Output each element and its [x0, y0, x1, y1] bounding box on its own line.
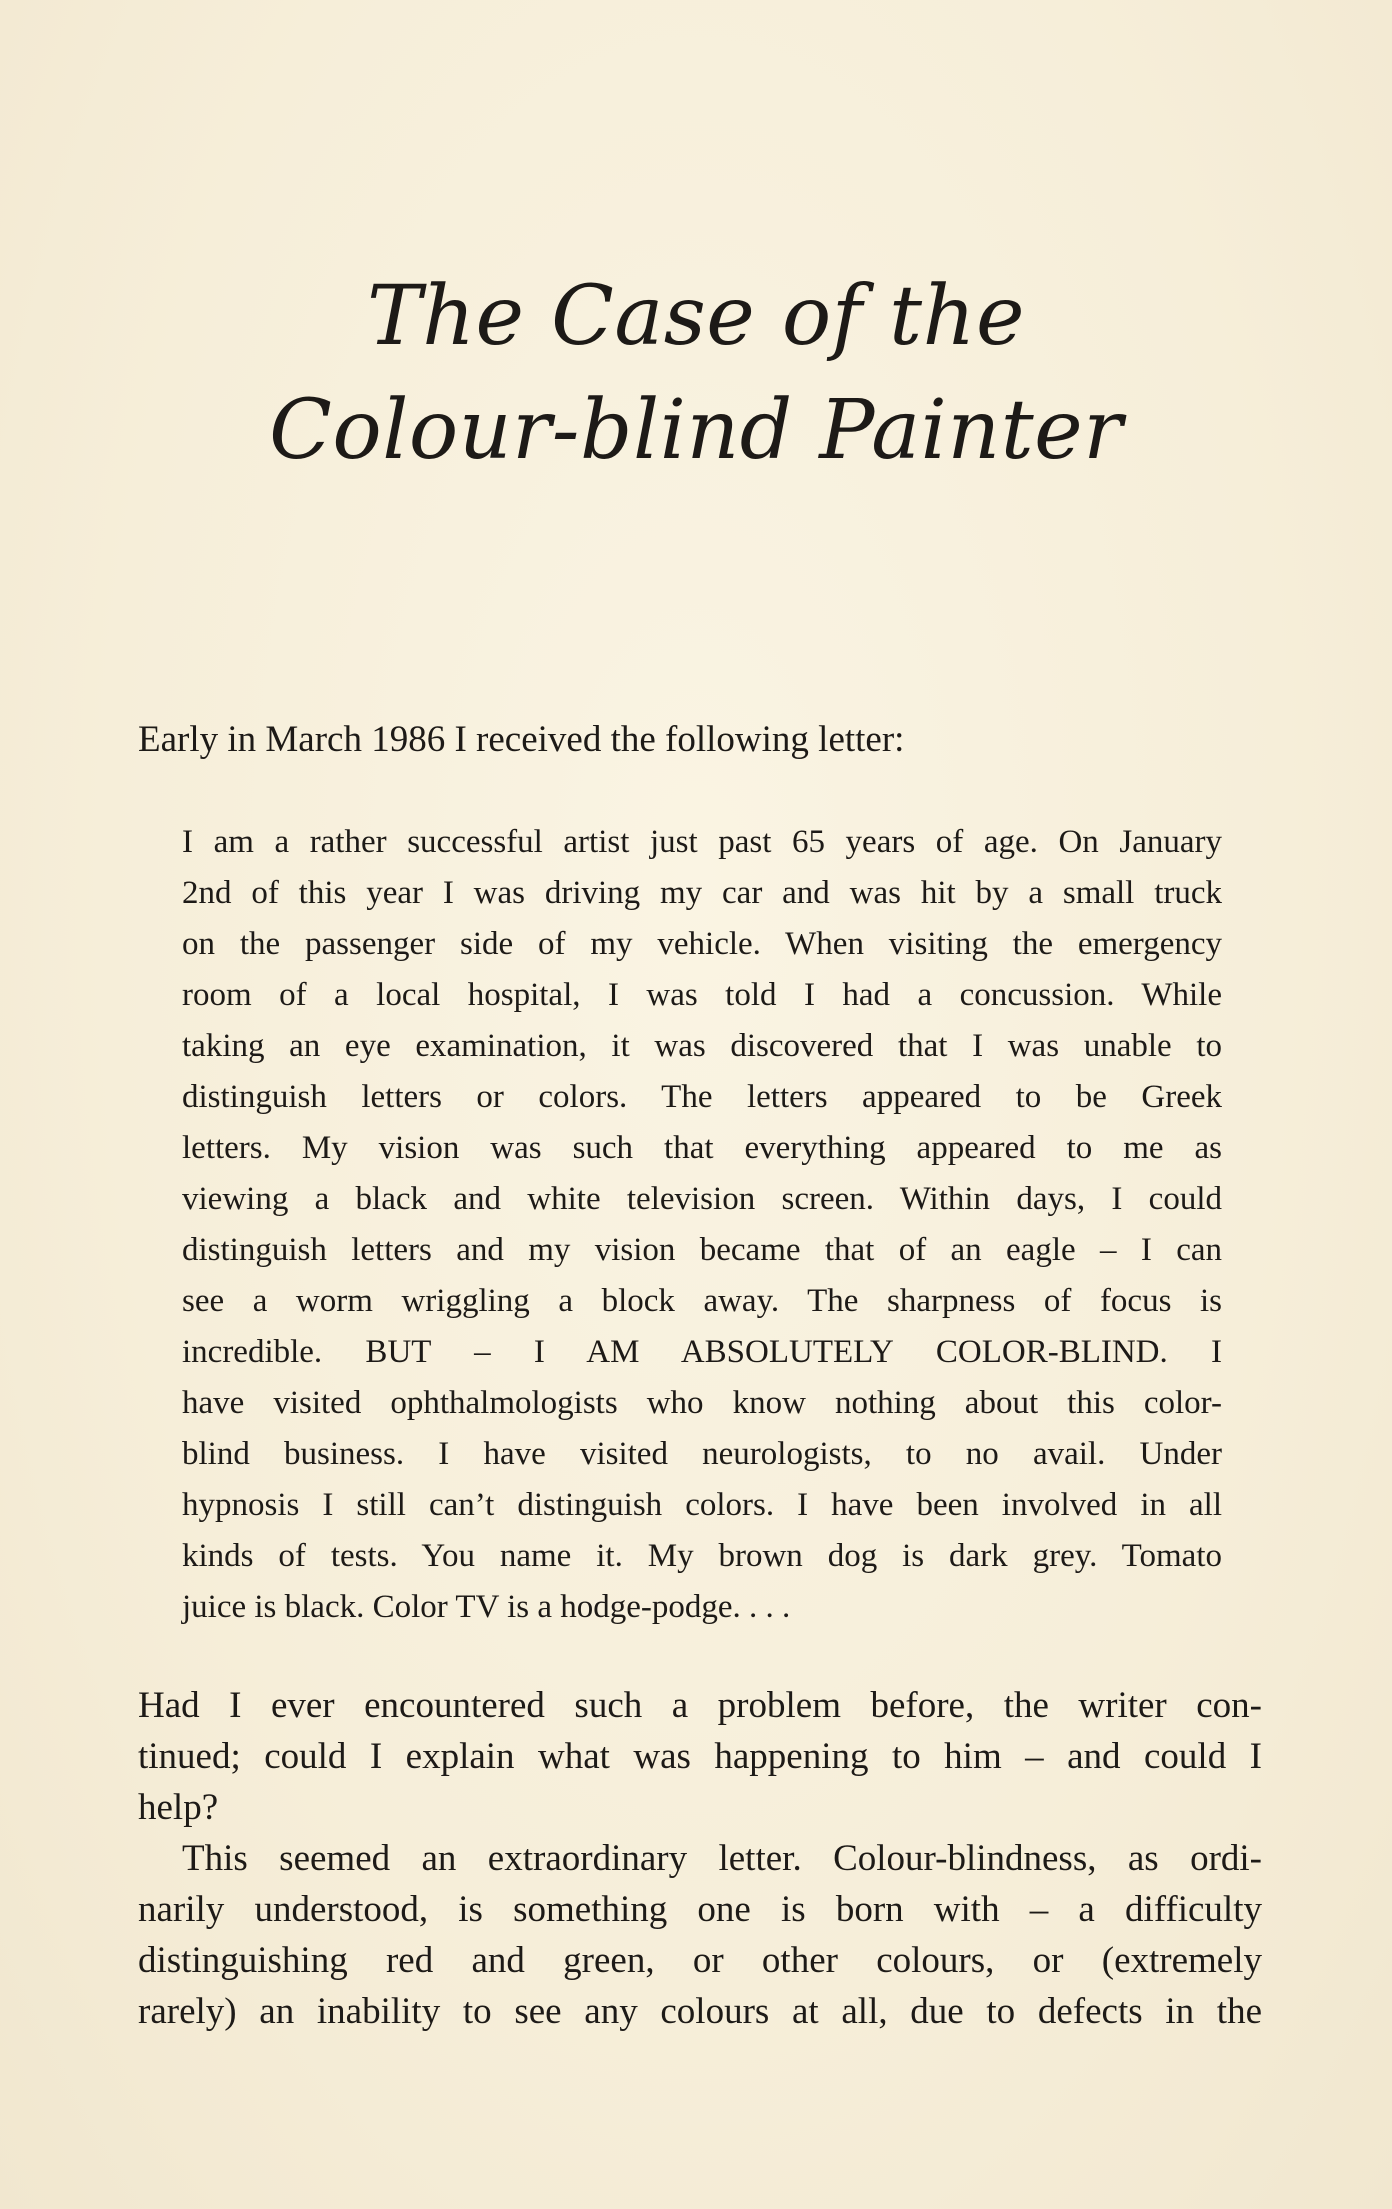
letter-line: incredible. BUT – I AM ABSOLUTELY COLOR-BLIND. I — [182, 1334, 1222, 1370]
body-line: help? — [138, 1787, 219, 1828]
letter-line: on the passenger side of my vehicle. When visiting the emergency — [182, 926, 1222, 962]
letter-line: blind business. I have visited neurologists, to no avail. Under — [182, 1436, 1222, 1472]
letter-line: taking an eye examination, it was discovered that I was unable to — [182, 1028, 1222, 1064]
letter-line: see a worm wriggling a block away. The sharpness of focus is — [182, 1283, 1222, 1319]
body-line: This seemed an extraordinary letter. Colour-blindness, as ordi- — [182, 1838, 1262, 1879]
letter-line: have visited ophthalmologists who know nothing about this color- — [182, 1385, 1222, 1421]
body-line: Had I ever encountered such a problem before, the writer con- — [138, 1685, 1262, 1726]
letter-line: kinds of tests. You name it. My brown dog is dark grey. Tomato — [182, 1538, 1222, 1574]
chapter-title-line-2: Colour-blind Painter — [269, 383, 1123, 478]
letter-line: letters. My vision was such that everything appeared to me as — [182, 1130, 1222, 1166]
letter-line: room of a local hospital, I was told I had a concussion. While — [182, 977, 1222, 1013]
letter-line: 2nd of this year I was driving my car and was hit by a small truck — [182, 875, 1222, 911]
letter-line: distinguish letters and my vision became that of an eagle – I can — [182, 1232, 1222, 1268]
body-line: tinued; could I explain what was happening to him – and could I — [138, 1736, 1262, 1777]
letter-line: distinguish letters or colors. The letters appeared to be Greek — [182, 1079, 1222, 1115]
letter-line: juice is black. Color TV is a hodge-podge. . . . — [182, 1589, 791, 1625]
letter-line: viewing a black and white television screen. Within days, I could — [182, 1181, 1222, 1217]
letter-line: I am a rather successful artist just past 65 years of age. On January — [182, 824, 1222, 860]
letter-line: hypnosis I still can’t distinguish colors. I have been involved in all — [182, 1487, 1222, 1523]
chapter-title-line-1: The Case of the — [367, 269, 1025, 364]
body-line: narily understood, is something one is born with – a difficulty — [138, 1889, 1262, 1930]
body-line: distinguishing red and green, or other colours, or (extremely — [138, 1940, 1262, 1981]
body-line: rarely) an inability to see any colours at all, due to defects in the — [138, 1991, 1262, 2032]
intro-paragraph: Early in March 1986 I received the following letter: — [138, 719, 905, 760]
